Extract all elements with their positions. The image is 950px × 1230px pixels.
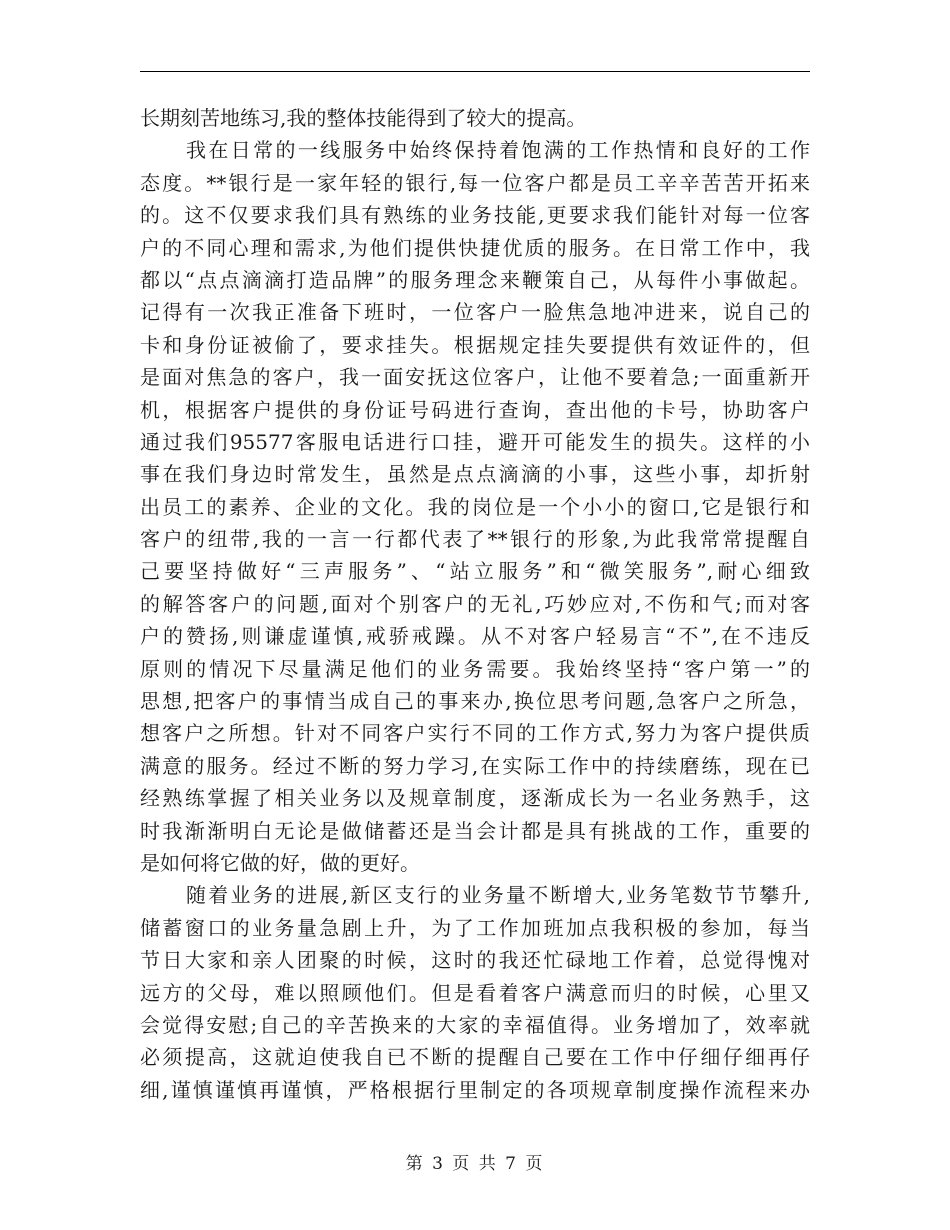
text-line: 都以“点点滴滴打造品牌”的服务理念来鞭策自己，从每件小事做起。 [140, 267, 810, 292]
text-line: 是面对焦急的客户，我一面安抚这位客户，让他不要着急;一面重新开 [140, 365, 810, 390]
text-line: 远方的父母，难以照顾他们。但是看着客户满意而归的时候，心里又 [140, 980, 810, 1005]
text-line: 是如何将它做的好，做的更好。 [140, 850, 420, 875]
text-line: 必须提高，这就迫使我自已不断的提醒自己要在工作中仔细仔细再仔 [140, 1045, 810, 1070]
text-line: 节日大家和亲人团聚的时候，这时的我还忙碌地工作着，总觉得愧对 [140, 948, 810, 973]
header-rule [140, 71, 810, 72]
text-line: 我在日常的一线服务中始终保持着饱满的工作热情和良好的工作 [186, 138, 810, 163]
text-line: 记得有一次我正准备下班时，一位客户一脸焦急地冲进来，说自己的 [140, 300, 810, 325]
text-line: 的解答客户的问题,面对个别客户的无礼,巧妙应对,不伤和气;而对客 [140, 591, 810, 616]
text-line: 时我渐渐明白无论是做储蓄还是当会计都是具有挑战的工作，重要的 [140, 818, 810, 843]
text-line: 出员工的素养、企业的文化。我的岗位是一个小小的窗口,它是银行和 [140, 494, 810, 519]
text-line: 随着业务的进展,新区支行的业务量不断增大,业务笔数节节攀升, [186, 883, 810, 908]
text-line: 满意的服务。经过不断的努力学习,在实际工作中的持续磨练，现在已 [140, 753, 810, 778]
text-line: 细,谨慎谨慎再谨慎，严格根据行里制定的各项规章制度操作流程来办 [140, 1077, 810, 1102]
text-line: 经熟练掌握了相关业务以及规章制度，逐渐成长为一名业务熟手，这 [140, 786, 810, 811]
text-line: 己要坚持做好“三声服务”、“站立服务”和“微笑服务”,耐心细致 [140, 559, 810, 584]
text-line: 原则的情况下尽量满足他们的业务需要。我始终坚持“客户第一”的 [140, 656, 810, 681]
document-body [140, 102, 810, 1106]
page-footer: 第 3 页 共 7 页 [405, 1154, 545, 1174]
text-line: 会觉得安慰;自己的辛苦换来的大家的幸福值得。业务增加了，效率就 [140, 1012, 810, 1037]
text-line: 思想,把客户的事情当成自己的事来办,换位思考问题,急客户之所急， [140, 689, 810, 714]
text-line: 客户的纽带,我的一言一行都代表了**银行的形象,为此我常常提醒自 [140, 527, 810, 552]
text-line: 态度。**银行是一家年轻的银行,每一位客户都是员工辛辛苦苦开拓来 [140, 170, 810, 195]
text-line: 户的赞扬,则谦虚谨慎,戒骄戒躁。从不对客户轻易言“不”,在不违反 [140, 624, 810, 649]
text-line: 卡和身份证被偷了，要求挂失。根据规定挂失要提供有效证件的，但 [140, 332, 810, 357]
text-line: 通过我们95577客服电话进行口挂，避开可能发生的损失。这样的小 [140, 429, 810, 454]
text-line: 的。这不仅要求我们具有熟练的业务技能,更要求我们能针对每一位客 [140, 203, 810, 228]
text-line: 长期刻苦地练习,我的整体技能得到了较大的提高。 [140, 106, 587, 130]
text-line: 事在我们身边时常发生，虽然是点点滴滴的小事，这些小事，却折射 [140, 462, 810, 487]
text-line: 机，根据客户提供的身份证号码进行查询，查出他的卡号，协助客户 [140, 397, 810, 422]
text-line: 户的不同心理和需求,为他们提供快捷优质的服务。在日常工作中，我 [140, 235, 810, 260]
text-line: 储蓄窗口的业务量急剧上升，为了工作加班加点我积极的参加，每当 [140, 915, 810, 940]
text-line: 想客户之所想。针对不同客户实行不同的工作方式,努力为客户提供质 [140, 721, 810, 746]
